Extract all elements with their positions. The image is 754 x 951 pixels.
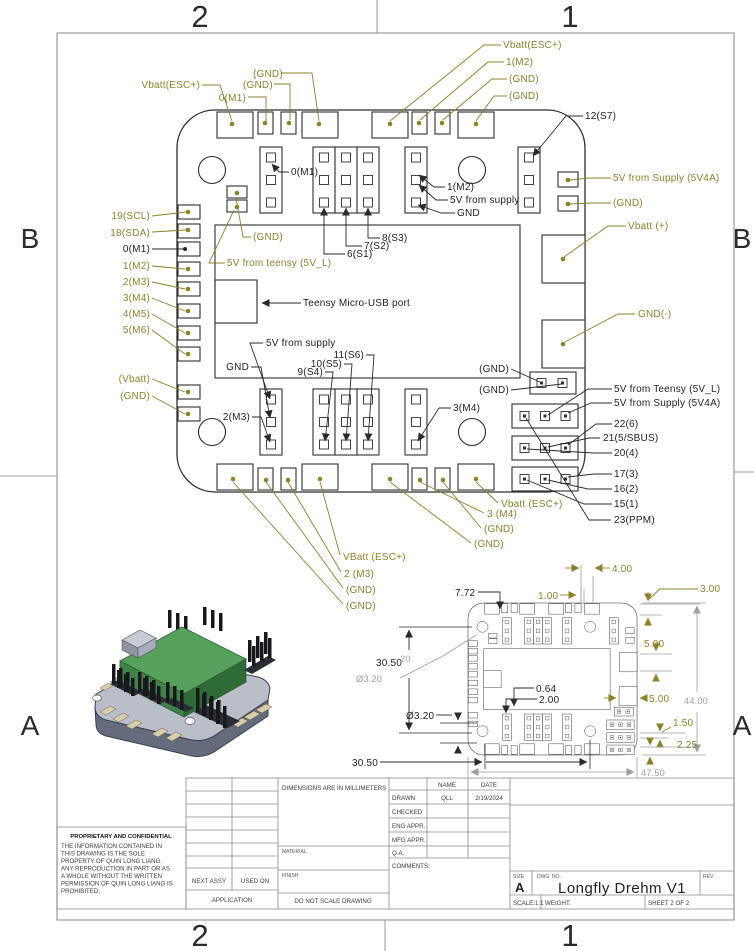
label-vbatt-plus: Vbatt (+)	[628, 221, 669, 232]
label-18sda: 18(SDA)	[110, 228, 150, 239]
row-qa: Q.A.	[392, 850, 405, 857]
row-mfg: MFG APPR.	[392, 837, 426, 844]
zone-right-a: A	[732, 710, 752, 741]
drawing-title: Longfly Drehm V1	[558, 880, 687, 897]
scale-value: SCALE:1:1	[513, 900, 544, 907]
label-2m3-hdr: 2(M3)	[222, 412, 250, 423]
iso-hole	[185, 718, 195, 725]
proprietary-line: THE INFORMATION CONTAINED IN	[61, 843, 162, 850]
finish-label: FINISH	[282, 873, 299, 879]
date-col: DATE	[480, 782, 498, 789]
dim-1-00: 1.00	[538, 591, 559, 602]
dim-47-50: 47.50	[641, 768, 665, 779]
size-label: SIZE	[513, 874, 525, 880]
size-value: A	[515, 880, 525, 895]
label-3m4-left: 3(M4)	[122, 293, 150, 304]
dim-dia-gray: Ø3.20	[356, 674, 382, 685]
label-19scl: 19(SCL)	[111, 211, 150, 222]
dim-1-50: 1.50	[673, 718, 694, 729]
weight-label: WEIGHT:	[545, 900, 571, 907]
label-gnd-inner: (GND)	[253, 232, 283, 243]
label-gnd-hdr: GND	[457, 208, 480, 219]
proprietary-line: PERMISSION OF QUIN LONG LIANG IS	[61, 880, 173, 888]
dim-5-00b: 5.00	[649, 694, 670, 705]
label-gnd-minus: GND(-)	[638, 309, 672, 320]
dim-frag-20: 20	[400, 654, 411, 665]
proprietary-line: THIS DRAWING IS THE SOLE	[61, 850, 145, 858]
label-16-2: 16(2)	[614, 484, 639, 495]
zone-left-a: A	[20, 710, 40, 741]
label-2m3-left: 2(M3)	[122, 277, 150, 288]
label-5v-supply-rb: 5V from Supply (5V4A)	[614, 398, 721, 409]
label-0m1-hdr: 0(M1)	[291, 167, 319, 178]
rev-label: REV.	[703, 874, 715, 880]
label-5v-teensy-rb: 5V from Teensy (5V_L)	[614, 384, 721, 395]
iso-hole	[93, 695, 102, 701]
dim-dia-black: Ø3.20	[406, 711, 435, 722]
label-4m5-left: 4(M5)	[122, 309, 150, 320]
label-gnd-bl1: (GND)	[346, 585, 376, 596]
dim-0-64: 0.64	[536, 684, 557, 695]
dim-44-00: 44.00	[684, 696, 708, 707]
label-vbatt-esc-tr: Vbatt(ESC+)	[503, 40, 562, 51]
label-gnd-br2: (GND)	[474, 539, 504, 550]
label-gnd-bl2: (GND)	[346, 601, 376, 612]
label-21-sbus: 21(5/SBUS)	[603, 433, 659, 444]
label-gnd-rb2: (GND)	[479, 385, 509, 396]
label-1m2-hdr: 1(M2)	[447, 182, 475, 193]
material-label: MATERIAL	[282, 849, 307, 855]
dim-30-50-bottom: 30.50	[352, 758, 379, 769]
label-gnd-right: (GND)	[613, 198, 643, 209]
label-20-4: 20(4)	[614, 448, 639, 459]
label-5v-supply-hdr: 5V from supply	[450, 195, 520, 206]
proprietary-line: ANY REPRODUCTION IN PART OR AS	[61, 865, 170, 873]
sheet-value: SHEET 2 OF 2	[648, 900, 690, 907]
label-8s3: 8(S3)	[382, 233, 408, 244]
label-6s1: 6(S1)	[347, 249, 373, 260]
dim-3-00: 3.00	[700, 584, 721, 595]
name-col: NAME	[438, 782, 456, 789]
zone-bottom-1: 1	[561, 918, 579, 951]
label-5v-supply-bottom: 5V from supply	[266, 338, 336, 349]
zone-top-1: 1	[561, 0, 579, 34]
label-1m2-top: 1(M2)	[506, 57, 534, 68]
do-not-scale: DO NOT SCALE DRAWING	[294, 898, 372, 905]
label-gnd-tl2: (GND)	[253, 69, 283, 80]
label-9s4: 9(S4)	[297, 367, 323, 378]
comments-label: COMMENTS:	[392, 863, 430, 870]
zone-left-b: B	[20, 223, 40, 254]
label-3m4-hdr: 3(M4)	[453, 403, 481, 414]
label-gnd-rb1: (GND)	[479, 364, 509, 375]
label-gnd-left: (GND)	[120, 391, 150, 402]
label-vbatt-esc-br: Vbatt (ESC+)	[501, 499, 563, 510]
label-gnd-tr1: (GND)	[509, 74, 539, 85]
application-label: APPLICATION	[211, 897, 253, 904]
dim-7-72: 7.72	[455, 588, 476, 599]
zone-bottom-2: 2	[191, 918, 209, 951]
label-1m2-left: 1(M2)	[122, 261, 150, 272]
zone-top-2: 2	[191, 0, 209, 34]
label-vbatt-left: (Vbatt)	[118, 374, 150, 385]
label-0m1-top: 0(M1)	[218, 93, 246, 104]
dim-2-25: 2.25	[677, 740, 698, 751]
label-12s7: 12(S7)	[585, 111, 617, 122]
title-block	[186, 778, 734, 909]
label-gnd-tl1: (GND)	[243, 80, 273, 91]
proprietary-heading: PROPRIETARY AND CONFIDENTIAL	[70, 834, 172, 840]
label-11s6: 11(S6)	[333, 350, 364, 361]
label-3m4-br: 3 (M4)	[487, 509, 518, 520]
row-eng: ENG APPR.	[392, 823, 426, 830]
label-usb-port: Teensy Micro-USB port	[303, 298, 411, 309]
zone-right-b: B	[732, 223, 752, 254]
label-gnd-bottom: GND	[226, 362, 249, 373]
proprietary-line: PROPERTY OF QUIN LONG LIANG.	[61, 858, 163, 865]
dwg-no-label: DWG. NO.	[537, 874, 561, 880]
dim-5-00a: 5.00	[644, 639, 665, 650]
dimension-view	[468, 603, 637, 755]
row-checked: CHECKED	[392, 809, 423, 816]
label-gnd-br1: (GND)	[484, 524, 514, 535]
label-vbatt-esc-bl: VBatt (ESC+)	[343, 552, 406, 563]
label-5v-supply-right: 5V from Supply (5V4A)	[613, 173, 720, 184]
label-5m6-left: 5(M6)	[122, 325, 150, 336]
label-22-6: 22(6)	[614, 419, 639, 430]
label-7s2: 7(S2)	[364, 241, 390, 252]
label-0m1-left: 0(M1)	[122, 244, 150, 255]
label-10s5: 10(S5)	[310, 359, 342, 370]
drawn-date: 2/19/2024	[475, 795, 503, 802]
label-2m3-bl: 2 (M3)	[344, 569, 375, 580]
label-23-ppm: 23(PPM)	[614, 515, 655, 526]
label-gnd-tr2: (GND)	[509, 91, 539, 102]
used-on-label: USED ON	[240, 878, 270, 885]
proprietary-note	[57, 827, 186, 909]
label-vbatt-esc-tl: Vbatt(ESC+)	[141, 80, 200, 91]
row-drawn: DRAWN	[392, 795, 416, 802]
drawn-name: QLL	[441, 795, 453, 802]
label-5v-teensy-inner: 5V from teensy (5V_L)	[227, 258, 332, 269]
proprietary-line: PROHIBITED.	[61, 888, 100, 895]
label-15-1: 15(1)	[614, 499, 639, 510]
proprietary-line: A WHOLE WITHOUT THE WRITTEN	[61, 873, 162, 880]
label-17-3: 17(3)	[614, 469, 639, 480]
next-assy-label: NEXT ASSY	[191, 878, 227, 885]
dim-30-50-left: 30.50	[376, 658, 403, 669]
dim-4-00: 4.00	[612, 564, 633, 575]
dims-note: DIMENSIONS ARE IN MILLIMETERS	[282, 785, 387, 792]
dim-2-00: 2.00	[539, 695, 560, 706]
iso-3d-view	[93, 607, 277, 757]
